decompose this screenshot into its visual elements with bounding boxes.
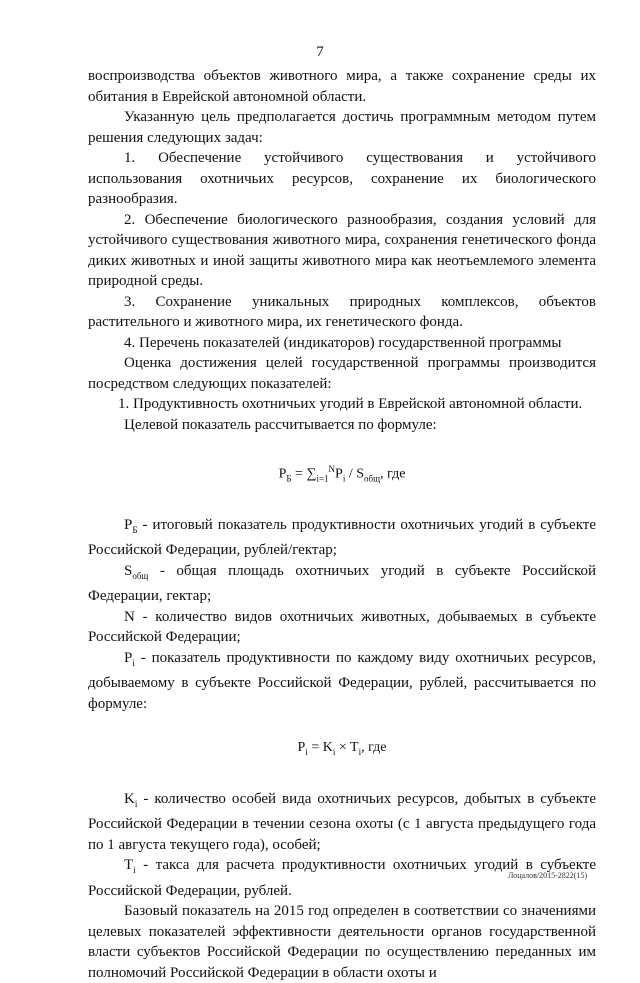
task-item-3: 3. Сохранение уникальных природных комплексов, объектов растительного и животного мира, их генетического фонда. xyxy=(88,293,596,330)
paragraph-base-indicator: Базовый показатель на 2015 год определен в соответствии со значениями целевых показателей эффективности деятельности органов государственной власти субъектов Российской Федерации по осуществлению переданных им полномочий Российской Федерации в области охоты и xyxy=(88,903,596,981)
definition-n: N - количество видов охотничьих животных, добываемых в субъекте Российской Федерации; xyxy=(88,608,597,646)
indicator-item-1: 1. Продуктивность охотничьих угодий в Еврейской автономной области. xyxy=(118,396,583,412)
task-item-1: 1. Обеспечение устойчивого существования и устойчивого использования охотничьих ресурсов, сохранение их биологического разнообразия. xyxy=(88,150,596,207)
paragraph-assessment: Оценка достижения целей государственной программы производится посредством следующих показателей: xyxy=(88,355,596,392)
page-number: 7 xyxy=(316,44,324,60)
paragraph-goal: Указанную цель предполагается достичь программным методом путем решения следующих задач: xyxy=(88,109,596,146)
definition-p-i: $P_i$ - показатель продуктивности по каждому виду охотничьих ресурсов, добываемому в субъекте Российской Федерации, рублей, рассчитывается по формуле: xyxy=(88,649,596,712)
document-body xyxy=(88,66,596,983)
paragraph-formula-intro: Целевой показатель рассчитывается по формуле: xyxy=(124,416,437,433)
definition-s-total: $S_{общ}$ - общая площадь охотничьих угодий в субъекте Российской Федерации, гектар; xyxy=(88,562,596,605)
paragraph-intro: воспроизводства объектов животного мира, а также сохранение среды их обитания в Еврейской автономной области. xyxy=(88,68,596,105)
section-heading: 4. Перечень показателей (индикаторов) государственной программы xyxy=(124,334,562,351)
document-footer-code: Лоцалов/2015-2822(15) xyxy=(508,871,588,880)
formula-total-productivity: $P_Б = \sum_{i=1}^NP_i / S_{общ}$, где xyxy=(278,464,406,484)
definition-k-i: $K_i$ - количество особей вида охотничьих ресурсов, добытых в субъекте Российской Федерации в течении сезона охоты (с 1 августа предыдущего года по 1 августа текущего года), особей; xyxy=(88,790,597,853)
definition-t-i: $T_i$ - такса для расчета продуктивности охотничьих угодий в субъекте Российской Федерации, рублей. xyxy=(88,857,596,899)
formula-species-productivity: $P_i = K_i \times T_i$, где xyxy=(297,740,387,758)
definition-p-total: $P_Б$ - итоговый показатель продуктивности охотничьих угодий в субъекте Российской Федерации, рублей/гектар; xyxy=(88,516,597,559)
task-item-2: 2. Обеспечение биологического разнообразия, создания условий для устойчивого существования животного мира, сохранения генетического фонда диких животных и иной защиты животного мира как неотъемлемого элемента природной среды. xyxy=(88,211,596,289)
